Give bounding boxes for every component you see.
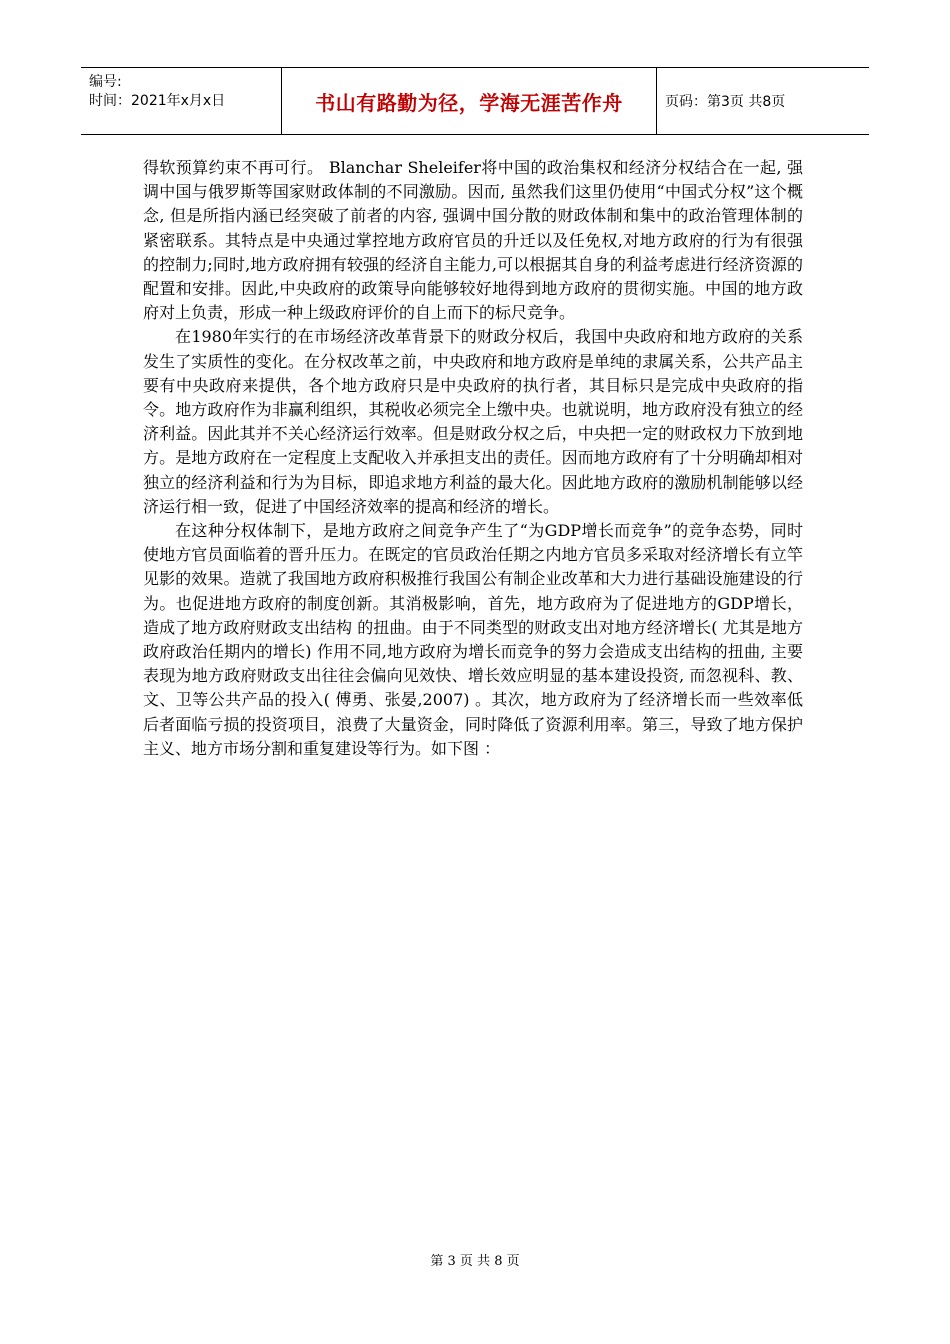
- serial-number-label: 编号:: [89, 74, 122, 90]
- header-page-info: 页码：第3页 共8页: [665, 94, 786, 110]
- paragraph-1: 得软预算约束不再可行。 Blanchar Sheleifer将中国的政治集权和经济分权结合在一起, 强调中国与俄罗斯等国家财政体制的不同激励。因而, 虽然我们这里仍使用“中国式分权”这个概念, 但是所指内涵已经突破了前者的内容, 强调中国分散的财政体制和集中的政治管理体制的紧密联系。其特点是中央通过掌控地方政府官员的升迁以及任免权,对地方政府的行为有很强的控制力;同时,地方政府拥有较强的经济自主能力,可以根据其自身的利益考虑进行经济资源的配置和安排。因此,中央政府的政策导向能够较好地得到地方政府的贯彻实施。中国的地方政府对上负责，形成一种上级政府评价的自上而下的标尺竞争。: [143, 158, 803, 323]
- paragraph-2: 在1980年实行的在市场经济改革背景下的财政分权后，我国中央政府和地方政府的关系发生了实质性的变化。在分权改革之前，中央政府和地方政府是单纯的隶属关系，公共产品主要有中央政府来提供，各个地方政府只是中央政府的执行者，其目标只是完成中央政府的指令。地方政府作为非赢利组织，其税收必须完全上缴中央。也就说明，地方政府没有独立的经济利益。因此其并不关心经济运行效率。但是财政分权之后，中央把一定的财政权力下放到地方。是地方政府在一定程度上支配收入并承担支出的责任。因而地方政府有了十分明确却相对独立的经济利益和行为为目标，即追求地方利益的最大化。因此地方政府的激励机制能够以经济运行相一致，促进了中国经济效率的提高和经济的增长。: [143, 327, 803, 516]
- paragraph-3: 在这种分权体制下，是地方政府之间竞争产生了“为GDP增长而竞争”的竞争态势，同时使地方官员面临着的晋升压力。在既定的官员政治任期之内地方官员多采取对经济增长有立竿见影的效果。造就了我国地方政府积极推行我国公有制企业改革和大力进行基础设施建设的行为。也促进地方政府的制度创新。其消极影响，首先，地方政府为了促进地方的GDP增长，造成了地方政府财政支出结构 的扭曲。由于不同类型的财政支出对地方经济增长( 尤其是地方政府政治任期内的增长) 作用不同,地方政府为增长而竞争的努力会造成支出结构的扭曲, 主要表现为地方政府财政支出往往会偏向见效快、增长效应明显的基本建设投资, 而忽视科、教、文、卫等公共产品的投入( 傅勇、张晏,2007) 。其次，地方政府为了经济增长而一些效率低后者面临亏损的投资项目，浪费了大量资金，同时降低了资源利用率。第三，导致了地方保护主义、地方市场分割和重复建设等行为。如下图 ：: [143, 521, 803, 758]
- page-header: [81, 67, 869, 135]
- page-footer: 第 3 页 共 8 页: [430, 1254, 520, 1269]
- header-meta: [81, 68, 282, 134]
- header-motto: 书山有路勤为径，学海无涯苦作舟: [282, 68, 657, 134]
- date-label: 时间：2021年x月x日: [89, 93, 226, 109]
- document-body: [143, 156, 803, 761]
